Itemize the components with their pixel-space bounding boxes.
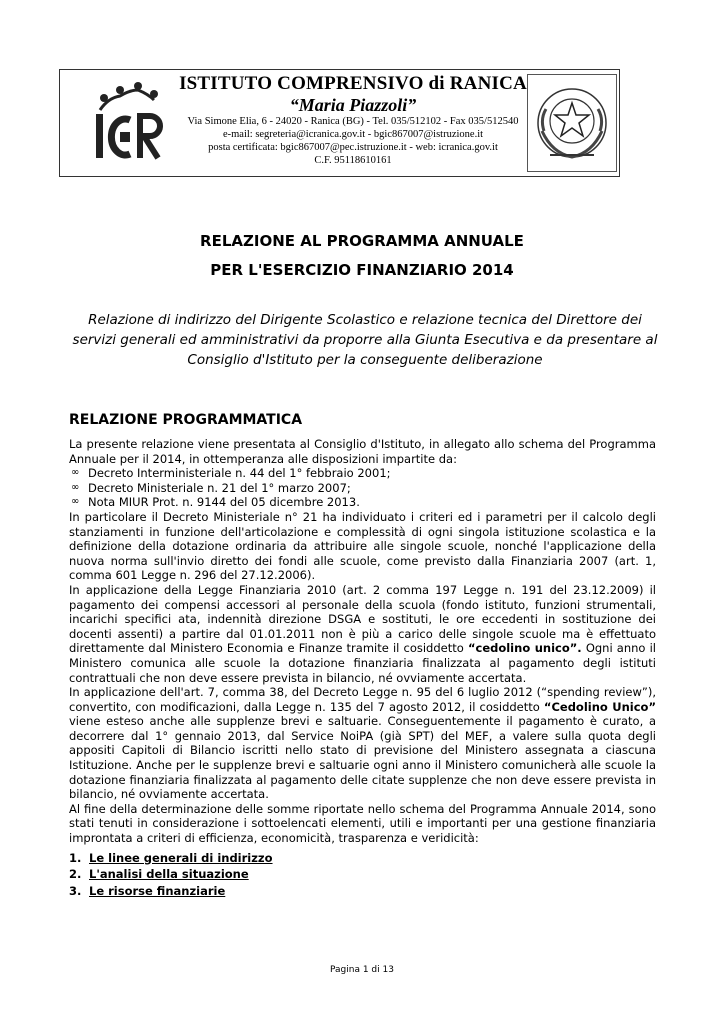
- school-address: Via Simone Elia, 6 - 24020 - Ranica (BG) - Tel. 035/512102 - Fax 035/512540: [187, 116, 519, 127]
- list-item: ∞ Decreto Ministeriale n. 21 del 1° marzo 2007;: [71, 480, 351, 495]
- document-body: [69, 437, 656, 899]
- list-item: 1. Le linee generali di indirizzo: [69, 850, 273, 865]
- list-item: 2. L'analisi della situazione: [69, 867, 249, 882]
- paragraph-determinazione: Al fine della determinazione delle somme riportate nello schema del Programma Annuale 2014, sono stati tenuti in considerazione i sottoelencati elementi, utili e importanti per una gestione finanziaria improntata a criteri di efficienza, economicità, trasparenza e veridicità:: [69, 801, 656, 846]
- infinity-bullet-icon: ∞: [71, 496, 80, 508]
- school-email: e-mail: segreteria@icranica.gov.it - bgic867007@istruzione.it: [222, 129, 484, 140]
- letterhead: [59, 69, 620, 177]
- outline-list: [69, 850, 656, 900]
- document-title-line-2: PER L'ESERCIZIO FINANZIARIO 2014: [210, 261, 514, 279]
- school-logo: [90, 80, 170, 170]
- regulations-list: [69, 466, 656, 510]
- infinity-bullet-icon: ∞: [71, 481, 80, 493]
- list-item: 3. Le risorse finanziarie: [69, 883, 226, 898]
- page-number: Pagina 1 di 13: [330, 965, 394, 975]
- infinity-bullet-icon: ∞: [71, 467, 80, 479]
- document-subtitle: Relazione di indirizzo del Dirigente Scolastico e relazione tecnica del Direttore dei servizi generali ed amministrativi da proporre alla Giunta Esecutiva e da presentare al Consiglio d'Istituto per la conseguente deliberazione: [72, 312, 658, 368]
- school-fiscal-code: C.F. 95118610161: [314, 155, 392, 166]
- intro-paragraph: La presente relazione viene presentata al Consiglio d'Istituto, in allegato allo schema del Programma Annuale per il 2014, in ottemperanza alle disposizioni impartite da:: [69, 437, 656, 466]
- list-item: ∞ Decreto Interministeriale n. 44 del 1° febbraio 2001;: [71, 466, 391, 481]
- paragraph-spending-review: In applicazione dell'art. 7, comma 38, del Decreto Legge n. 95 del 6 luglio 2012 (“spending review”), convertito, con modificazioni, dalla Legge n. 135 del 7 agosto 2012, il cosiddetto “Cedolino Unico” viene esteso anche alle supplenze brevi e saltuarie. Conseguentemente il pagamento è curato, a decorrere dal 1° gennaio 2013, dal Service NoiPA (già SPT) del MEF, a valere sulla quota degli appositi Capitoli di Bilancio iscritti nello stato di previsione del Ministero assegnata a ciascuna Istituzione. Anche per le supplenze brevi e saltuarie ogni anno il Ministero comunicherà alle scuole la dotazione finanziaria finalizzata al pagamento delle citate supplenze che non deve essere prevista in bilancio, né ovviamente accertata.: [69, 685, 656, 802]
- list-item: ∞ Nota MIUR Prot. n. 9144 del 05 dicembre 2013.: [71, 495, 360, 510]
- school-subtitle: “Maria Piazzoli”: [289, 95, 417, 115]
- section-heading: RELAZIONE PROGRAMMATICA: [69, 412, 303, 428]
- school-pec: posta certificata: bgic867007@pec.istruzione.it - web: icranica.gov.it: [208, 142, 498, 153]
- paragraph-decreto: In particolare il Decreto Ministeriale n° 21 ha individuato i criteri ed i parametri per il calcolo degli stanziamenti in funzione dell'articolazione e complessità di ogni singola istituzione scolastica e la definizione della dotazione ordinaria da attribuire alle singole scuole, nonché l'applicazione della nuova norma sull'invio diretto dei fondi alle scuole, come previsto dalla Finanziaria 2007 (art. 1, comma 601 Legge n. 296 del 27.12.2006).: [69, 509, 656, 583]
- school-name: ISTITUTO COMPRENSIVO di RANICA: [179, 73, 527, 94]
- paragraph-cedolino-unico: In applicazione della Legge Finanziaria 2010 (art. 2 comma 197 Legge n. 191 del 23.12.2009) il pagamento dei compensi accessori al personale della scuola (fondo istituto, funzioni strumentali, incarichi specifici ata, indennità direzione DSGA e sostituti, le ore eccedenti in sostituzione dei docenti assenti) a partire dal 01.01.2011 non è più a carico delle singole scuole ma è effettuato direttamente dal Ministero Economia e Finanze tramite il cosiddetto “cedolino unico”. Ogni anno il Ministero comunica alle scuole la dotazione finanziaria finalizzata al pagamento degli istituti contrattuali che non deve essere prevista in bilancio, né ovviamente accertata.: [69, 582, 656, 685]
- document-title-line-1: RELAZIONE AL PROGRAMMA ANNUALE: [200, 232, 524, 250]
- republic-emblem-icon: [527, 74, 617, 172]
